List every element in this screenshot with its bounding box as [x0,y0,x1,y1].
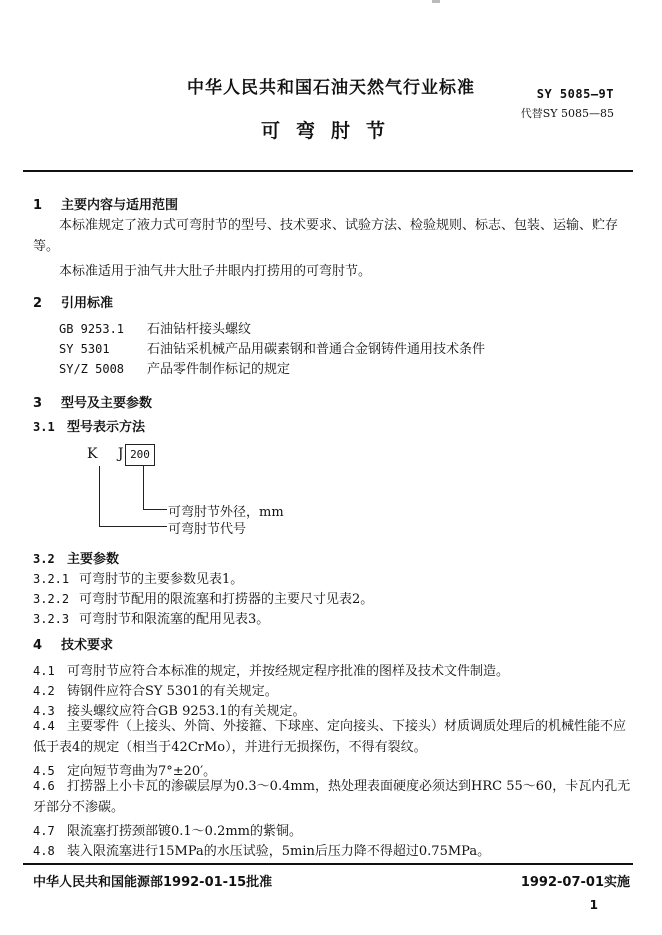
section-1-paragraph-1: 本标准规定了液力式可弯肘节的型号、技术要求、试验方法、检验规则、标志、包装、运输、贮存等。 [33,218,619,254]
clause-item: 4.7 限流塞打捞颈部镀0.1～0.2mm的紫铜。 [33,824,303,839]
clause-item: 4.8 装入限流塞进行15MPa的水压试验，5min后压力降不得超过0.75MPa。 [33,844,491,859]
scan-mark [432,0,440,3]
clause-item: 3.2.3 可弯肘节和限流塞的配用见表3。 [33,612,270,627]
reference-item: SY 5301 石油钻采机械产品用碳素钢和普通合金钢铸件通用技术条件 [59,342,486,357]
section-1-heading: 1 主要内容与适用范围 [33,198,179,213]
document-title: 可弯肘节 [260,120,401,142]
section-1-paragraph-2: 本标准适用于油气井大肚子井眼内打捞用的可弯肘节。 [59,264,372,279]
code-label: 可弯肘节代号 [168,522,247,537]
clause-item: 4.3 接头螺纹应符合GB 9253.1的有关规定。 [33,704,306,719]
section-2-heading: 2 引用标准 [33,296,114,311]
standard-code: SY 5085—9T [536,87,614,101]
footer-rule [23,863,633,865]
model-prefix: K J [87,446,132,462]
clause-item: 4.2 铸钢件应符合SY 5301的有关规定。 [33,684,278,699]
model-size-box: 200 [125,444,155,466]
clause-item: 4.6 打捞器上小卡瓦的渗碳层厚为0.3～0.4mm，热处理表面硬度必须达到HRC 55～60，卡瓦内孔无牙部分不渗碳。 [33,779,631,815]
issuing-organization: 中华人民共和国石油天然气行业标准 [187,78,475,98]
approval-line: 中华人民共和国能源部1992-01-15批准 [33,875,273,890]
replaces-note: 代替SY 5085—85 [520,107,614,120]
clause-item: 4.1 可弯肘节应符合本标准的规定，并按经规定程序批准的图样及技术文件制造。 [33,664,510,679]
leader-line-code-horizontal [99,526,167,527]
reference-item: SY/Z 5008 产品零件制作标记的规定 [59,362,291,377]
clause-item: 3.2.2 可弯肘节配用的限流塞和打捞器的主要尺寸见表2。 [33,592,374,607]
size-label: 可弯肘节外径，mm [168,505,284,520]
section-3-1-heading: 3.1 型号表示方法 [33,420,146,435]
reference-item: GB 9253.1 石油钻杆接头螺纹 [59,322,252,337]
header-rule [23,170,633,172]
clause-item: 3.2.1 可弯肘节的主要参数见表1。 [33,572,244,587]
clause-item: 4.5 定向短节弯曲为7°±20′。 [33,764,217,779]
clause-item: 4.4 主要零件（上接头、外筒、外接箍、下球座、定向接头、下接头）材质调质处理后的机械性能不应低于表4的规定（相当于42CrMo），并进行无损探伤，不得有裂纹。 [33,719,627,755]
page-number: 1 [589,898,598,912]
section-3-2-heading: 3.2 主要参数 [33,552,120,567]
effective-date: 1992-07-01实施 [520,875,630,890]
leader-line-size-horizontal [143,509,167,510]
leader-line-size-vertical [143,466,144,510]
section-4-heading: 4 技术要求 [33,638,114,653]
section-3-heading: 3 型号及主要参数 [33,396,153,411]
leader-line-code-vertical [99,466,100,527]
